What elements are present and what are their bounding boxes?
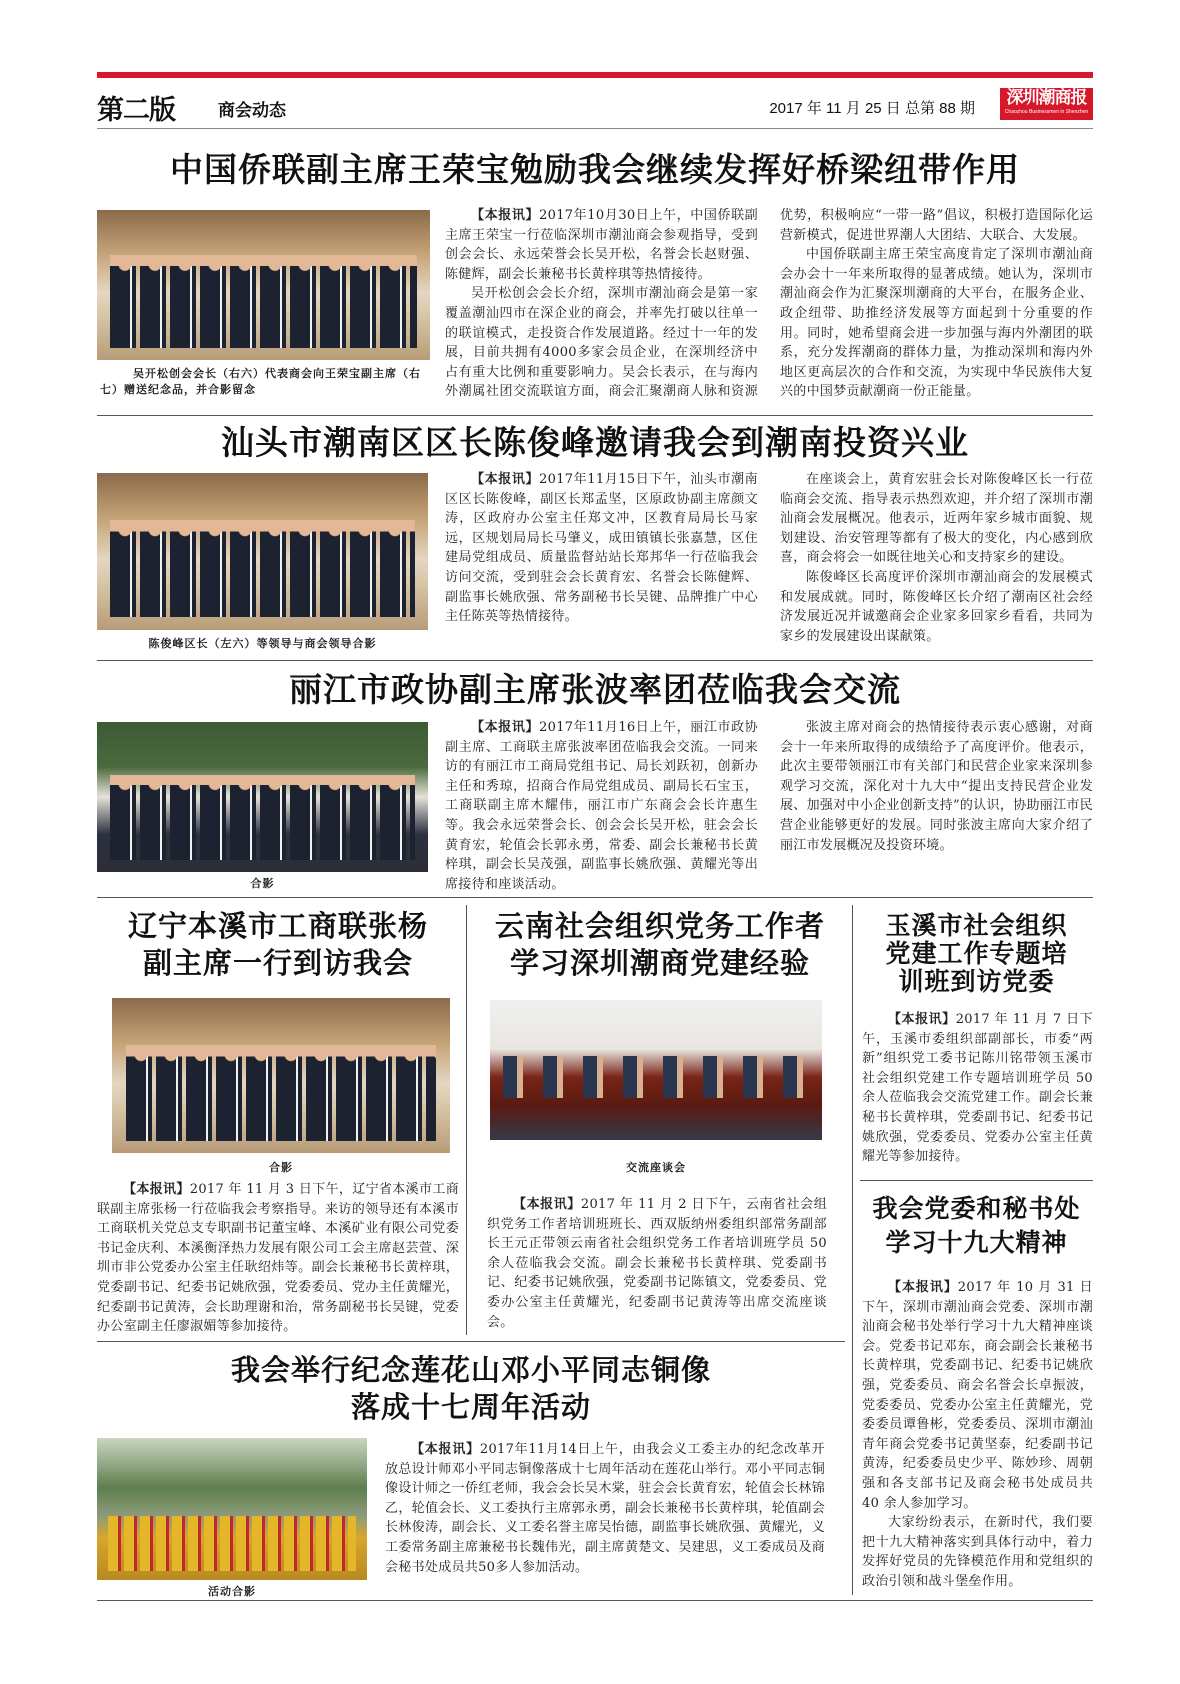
article-5-caption: 交流座谈会: [626, 1161, 686, 1174]
headline-line: 辽宁本溪市工商联张杨: [127, 909, 428, 943]
headline-line: 云南社会组织党务工作者: [494, 909, 825, 943]
headline-line: 玉溪市社会组织: [885, 911, 1068, 940]
article-1-body: [445, 206, 1093, 402]
paragraph: 2017年11月16日上午，丽江市政协副主席、工商联主席张波率团莅临我会交流。一同来访的有丽江市工商局党组书记、局长刘跃初，创新办主任和秀琼，招商合作局党组成员、副局长石宝玉，工商联副主席木耀伟，丽江市广东商会会长许惠生等。我会永远荣誉会长、创会会长吴开松，驻会会长黄育宏，轮值会长郭永勇，常委、副会长兼秘书长黄梓琪，副会长吴茂强，副监事长姚欣强、黄耀光等出席接待和座谈活动。: [445, 720, 758, 892]
column-divider: [466, 905, 467, 1335]
article-8-headline: [97, 1352, 845, 1426]
lead-tag: 【本报讯】: [123, 1182, 190, 1197]
divider: [97, 897, 1093, 898]
headline-line: 学习十九大精神: [885, 1228, 1068, 1257]
headline-line: 副主席一行到访我会: [142, 946, 413, 980]
article-4-caption: 合影: [269, 1161, 293, 1174]
divider: [860, 1180, 1093, 1181]
paragraph: 2017年10月30日上午，中国侨联副主席王荣宝一行莅临深圳市潮汕商会参观指导，受到创会会长、永远荣誉会长吴开松，名誉会长赵财强、陈健辉，副会长兼秘书长黄梓琪等热情接待。: [445, 208, 758, 282]
divider: [97, 415, 1093, 416]
lead-tag: 【本报讯】: [513, 1197, 581, 1212]
article-7-headline: [860, 1192, 1093, 1260]
logo-subtitle: Chaozhou Businessmen in Shenzhen: [1004, 109, 1089, 115]
article-8-photo: [97, 1438, 367, 1580]
divider: [97, 660, 1093, 661]
headline-line: 学习深圳潮商党建经验: [509, 946, 810, 980]
article-4-headline: [97, 908, 459, 982]
paragraph: 在座谈会上，黄育宏驻会长对陈俊峰区长一行莅临商会交流、指导表示热烈欢迎，并介绍了深圳市潮汕商会发展概况。他表示，近两年家乡城市面貌、规划建设、治安管理等都有了极大的变化，内心感到欣喜，商会将会一如既往地关心和支持家乡的建设。: [780, 472, 1093, 566]
article-1-caption: 吴开松创会会长（右六）代表商会向王荣宝副主席（右七）赠送纪念品，并合影留念: [100, 367, 421, 396]
lead-tag: 【本报讯】: [888, 1280, 958, 1295]
paragraph: 2017年11月14日上午，由我会义工委主办的纪念改革开放总设计师邓小平同志铜像落成十七周年活动在莲花山举行。邓小平同志铜像设计师之一侨红老师，我会会长吴木棠，驻会会长黄育宏，轮值会长林锦乙，轮值会长、义工委执行主席郭永勇，副会长兼秘书长黄梓琪，轮值副会长林俊涛，副会长、义工委名誉主席吴怡德，副监事长姚欣强、黄耀光，义工委常务副主席兼秘书长魏伟光，副主席黄楚文、吴建思，义工委成员及商会秘书处成员共50多人参加活动。: [385, 1442, 825, 1575]
section-label: 商会动态: [218, 101, 286, 121]
paragraph: 陈俊峰区长高度评价深圳市潮汕商会的发展模式和发展成就。同时，陈俊峰区长介绍了潮南区社会经济发展近况并诚邀商会企业家多回家乡看看，共同为家乡的发展建设出谋献策。: [780, 569, 1093, 644]
article-1-headline: 中国侨联副主席王荣宝勉励我会继续发挥好桥梁纽带作用: [170, 150, 1020, 189]
dateline: 2017 年 11 月 25 日 总第 88 期: [769, 100, 975, 117]
article-3-photo: [97, 722, 428, 872]
page-bottom-rule: [97, 1600, 1093, 1601]
masthead-red-bar: [97, 72, 1093, 78]
article-2-body: [445, 470, 1093, 648]
headline-line: 训班到访党委: [898, 967, 1055, 996]
headline-line: 我会党委和秘书处: [872, 1194, 1081, 1223]
article-3-body: [445, 718, 1093, 896]
headline-line: 落成十七周年活动: [350, 1390, 591, 1424]
paragraph: 2017 年 11 月 7 日下午，玉溪市委组织部副部长，市委“两新”组织党工委书记陈川铭带领玉溪市社会组织党建工作专题培训班学员 50 余人莅临我会交流党建工作。副会长兼秘书长黄梓琪，党委副书记、纪委书记姚欣强，党委委员、党委办公室主任黄耀光等参加接待。: [862, 1012, 1093, 1165]
paragraph: 中国侨联副主席王荣宝高度肯定了深圳市潮汕商会办会十一年来所取得的显著成绩。她认为，深圳市潮汕商会作为汇聚深圳潮商的大平台，在服务企业、政企纽带、助推经济发展等方面起到十分重要的作用。同时，她希望商会进一步加强与海内外潮团的联系，充分发挥潮商的群体力量，为推动深圳和海内外地区更高层次的合作和交流，为实现中华民族伟大复兴的中国梦贡献潮商一份正能量。: [780, 247, 1093, 400]
article-5-body: [487, 1195, 827, 1332]
article-2-caption: 陈俊峰区长（左六）等领导与商会领导合影: [148, 637, 377, 650]
edition-label: 第二版: [97, 95, 175, 126]
article-8-body: [385, 1440, 825, 1577]
article-4-photo: [112, 998, 450, 1153]
article-6-headline: [860, 912, 1093, 996]
lead-tag: 【本报讯】: [471, 472, 540, 487]
lead-tag: 【本报讯】: [471, 720, 540, 735]
article-3-headline: 丽江市政协副主席张波率团莅临我会交流: [289, 670, 901, 709]
paragraph: 2017 年 11 月 2 日下午，云南省社会组织党务工作者培训班班长、西双版纳州委组织部常务副部长王元正带领云南省社会组织党务工作者培训班学员 50 余人莅临我会交流。副会长兼秘书长黄梓琪、党委副书记、纪委书记姚欣强，党委副书记陈镇文，党委委员、党委办公室主任黄耀光，纪委副书记黄涛等出席交流座谈会。: [487, 1197, 827, 1330]
paragraph: 张波主席对商会的热情接待表示衷心感谢，对商会十一年来所取得的成绩给予了高度评价。他表示，此次主要带领丽江市有关部门和民营企业家来深圳参观学习交流，深化对十九大中“提出支持民营企业发展、加强对中小企业创新支持”的认识，协助丽江市民营企业能够更好的发展。同时张波主席向大家介绍了丽江市发展概况及投资环境。: [780, 720, 1093, 853]
newspaper-logo: [1000, 88, 1093, 120]
logo-name: 深圳潮商报: [1006, 88, 1087, 108]
divider: [97, 1341, 845, 1342]
lead-tag: 【本报讯】: [411, 1442, 480, 1457]
article-4-body: [97, 1180, 459, 1337]
lead-tag: 【本报讯】: [471, 208, 540, 223]
article-5-photo: [490, 1000, 822, 1140]
article-6-body: [862, 1010, 1093, 1167]
column-divider: [852, 905, 853, 1595]
paragraph: 大家纷纷表示，在新时代，我们要把十九大精神落实到具体行动中，着力发挥好党员的先锋模范作用和党组织的政治引领和战斗堡垒作用。: [862, 1515, 1093, 1589]
paragraph: 2017年11月15日下午，汕头市潮南区区长陈俊峰，副区长郑孟坚，区原政协副主席颜文涛，区政府办公室主任郑文冲，区教育局局长马家远，区规划局局长马肇义，成田镇镇长张嘉慧，区住建局党组成员、质量监督站站长郑邦华一行莅临我会访问交流，受到驻会会长黄育宏、名誉会长陈健辉、副监事长姚欣强、常务副秘书长吴键、品牌推广中心主任陈英等热情接待。: [445, 472, 758, 625]
headline-line: 党建工作专题培: [885, 939, 1068, 968]
article-5-headline: [474, 908, 846, 982]
article-2-headline: 汕头市潮南区区长陈俊峰邀请我会到潮南投资兴业: [221, 423, 969, 462]
article-2-photo: [97, 473, 428, 630]
paragraph: 2017 年 11 月 3 日下午，辽宁省本溪市工商联副主席张杨一行莅临我会考察指导。来访的领导还有本溪市工商联机关党总支专职副书记董宝峰、本溪矿业有限公司党委书记金庆利、本溪衡泽热力发展有限公司工会主席赵芸萱、深圳市非公党委办公室主任耿绍炜等。副会长兼秘书长黄梓琪，党委副书记、纪委书记姚欣强，党委委员、党办主任黄耀光，纪委副书记黄涛，会长助理谢和治，常务副秘书长吴键，党委办公室副主任廖淑媚等参加接待。: [97, 1182, 459, 1335]
header-divider: [97, 128, 1093, 129]
lead-tag: 【本报讯】: [888, 1012, 956, 1027]
article-8-caption: 活动合影: [208, 1585, 256, 1598]
headline-line: 我会举行纪念莲花山邓小平同志铜像: [230, 1353, 711, 1387]
article-3-caption: 合影: [250, 877, 275, 890]
article-7-body: [862, 1278, 1093, 1592]
paragraph: 2017 年 10 月 31 日下午，深圳市潮汕商会党委、深圳市潮汕商会秘书处举行学习十九大精神座谈会。党委书记邓东，商会副会长兼秘书长黄梓琪，党委副书记、纪委书记姚欣强，党委委员、商会名誉会长卓振波，党委委员、党委办公室主任黄耀光，党委委员谭鲁彬，党委委员、深圳市潮汕青年商会党委书记黄坚泰，纪委副书记黄涛，纪委委员史少平、陈妙珍、周朝强和各支部书记及商会秘书处成员共 40 余人参加学习。: [862, 1280, 1093, 1511]
paragraph: 吴开松创会会长介绍，深圳市潮汕商会是第一家覆盖潮汕四市在深企业的商会，并率先打破以往单一的联谊模式，走投资合作发展道路。经过十一年的发展，目前共拥有4000多家会员企业，在深圳经济中占有重大比例和重要影响力。吴会长表示，在与海内外潮属社团交流联谊方面，商会汇聚潮商人脉和资源优势，积极响应“一带一路”倡议，积极打造国际化运营新模式，促进世界潮人大团结、大联合、大发展。: [445, 208, 1093, 400]
article-1-photo: [97, 210, 430, 360]
